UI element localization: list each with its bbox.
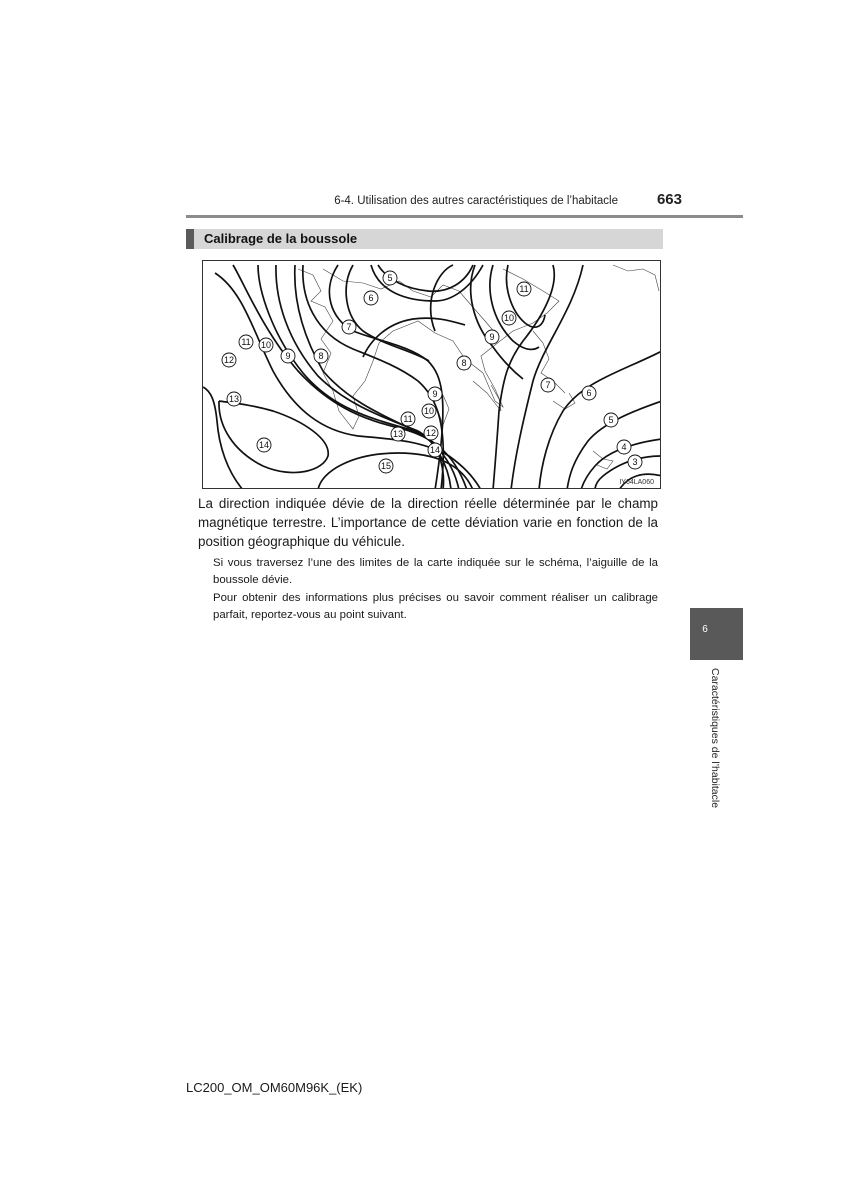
svg-text:9: 9 (489, 332, 495, 342)
contour-label (517, 282, 531, 296)
contour-label (342, 320, 356, 334)
svg-text:6: 6 (586, 388, 592, 398)
contour-label (628, 455, 642, 469)
body-paragraph: La direction indiquée dévie de la direction réelle déterminée par le champ magnétique terrestre. L’importance de cette déviation varie en fonction de la position géographique du véhicule. (198, 496, 658, 549)
contour-label (422, 404, 436, 418)
chapter-tab (690, 608, 743, 660)
contour-label (428, 443, 442, 457)
contour-label (259, 338, 273, 352)
continent-outlines (298, 265, 659, 469)
contour-label (281, 349, 295, 363)
section-heading-bar (186, 229, 663, 249)
contour-label (257, 438, 271, 452)
contour-label (582, 386, 596, 400)
svg-text:12: 12 (425, 428, 437, 438)
note-more-information: Pour obtenir des informations plus précises ou savoir comment réaliser un calibrage parfait, reportez-vous au point suivant. (213, 592, 658, 621)
svg-text:14: 14 (258, 440, 270, 450)
chapter-tab-number: 6 (702, 624, 708, 635)
contour-label (391, 427, 405, 441)
contour-label (502, 311, 516, 325)
svg-text:9: 9 (285, 351, 291, 361)
section-title: Calibrage de la boussole (204, 231, 358, 246)
svg-text:10: 10 (423, 406, 435, 416)
svg-text:8: 8 (461, 358, 467, 368)
svg-text:13: 13 (228, 394, 240, 404)
svg-text:4: 4 (621, 442, 627, 452)
svg-text:7: 7 (545, 380, 551, 390)
contour-label (428, 387, 442, 401)
svg-text:5: 5 (608, 415, 614, 425)
svg-text:6: 6 (368, 293, 374, 303)
svg-text:11: 11 (403, 414, 413, 424)
contour-label (383, 271, 397, 285)
svg-text:12: 12 (223, 355, 235, 365)
contour-label (541, 378, 555, 392)
contour-label (227, 392, 241, 406)
figure-id: IY64LA060 (619, 479, 654, 486)
contour-label (617, 440, 631, 454)
svg-text:15: 15 (380, 461, 392, 471)
svg-text:11: 11 (519, 284, 529, 294)
svg-text:3: 3 (632, 457, 638, 467)
page-number: 663 (656, 191, 682, 208)
svg-text:10: 10 (260, 340, 272, 350)
note-boundary-crossing: Si vous traversez l’une des limites de la carte indiquée sur le schéma, l’aiguille de la boussole dévie. (213, 557, 658, 586)
chapter-title: 6-4. Utilisation des autres caractéristiques de l’habitacle (334, 195, 618, 207)
svg-text:11: 11 (241, 337, 251, 347)
contour-label (222, 353, 236, 367)
contour-label (314, 349, 328, 363)
svg-text:8: 8 (318, 351, 324, 361)
contour-label (604, 413, 618, 427)
contour-label (457, 356, 471, 370)
zone-map-drawing (203, 261, 661, 489)
contour-label (401, 412, 415, 426)
contour-label (379, 459, 393, 473)
svg-text:7: 7 (346, 322, 352, 332)
contour-label (364, 291, 378, 305)
header-rule (186, 215, 743, 218)
footer-document-code: LC200_OM_OM60M96K_(EK) (186, 1080, 363, 1095)
svg-text:13: 13 (392, 429, 404, 439)
contour-label (485, 330, 499, 344)
svg-text:14: 14 (429, 445, 441, 455)
magnetic-zone-map (202, 260, 661, 489)
contour-label (239, 335, 253, 349)
svg-text:10: 10 (503, 313, 515, 323)
svg-text:5: 5 (387, 273, 393, 283)
svg-text:9: 9 (432, 389, 438, 399)
contour-label (424, 426, 438, 440)
chapter-tab-label: Caractéristiques de l’habitacle (709, 668, 721, 809)
